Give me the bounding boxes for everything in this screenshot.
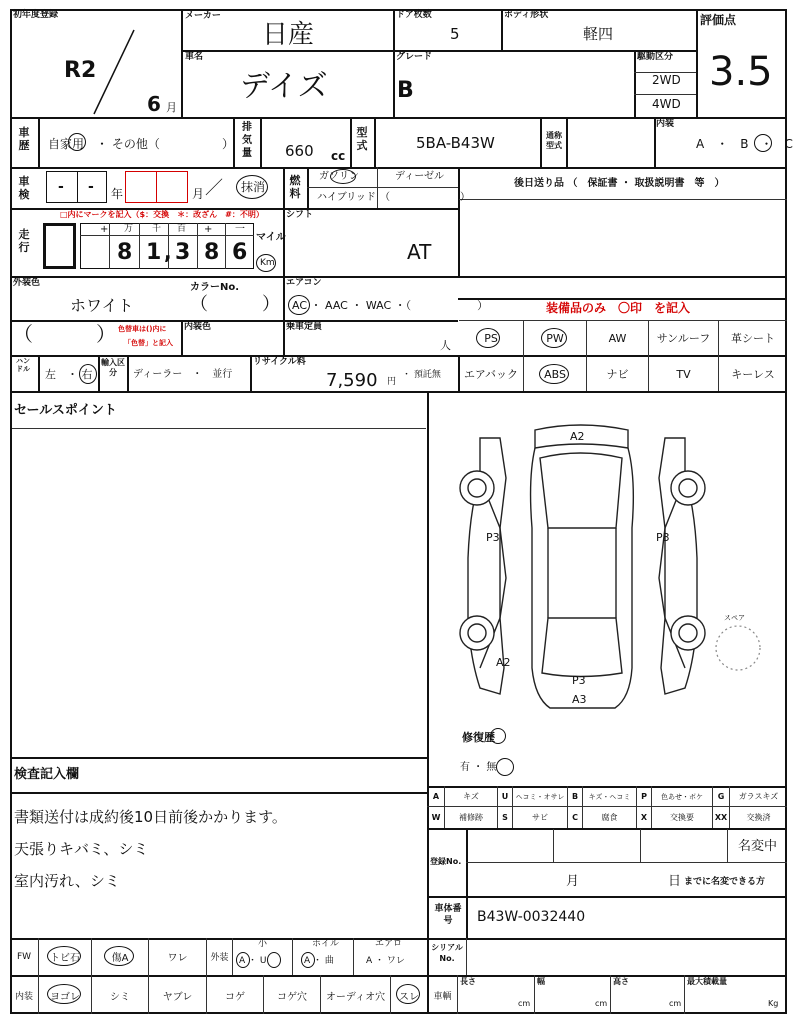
interior-grade-label: 内装 xyxy=(656,119,675,129)
size-width-label: 幅 xyxy=(537,977,545,986)
legend-code-a: A xyxy=(432,792,440,801)
equip-airbag: エアバック xyxy=(463,368,519,381)
legend-code-u: U xyxy=(501,792,509,801)
int-dirt-circle xyxy=(47,984,81,1004)
registration-label: 登録No. xyxy=(430,857,462,866)
vin-label: 車体番号 xyxy=(434,904,462,926)
int-tear: ヤブレ xyxy=(162,991,193,1003)
note-line-1: 書類送付は成約後10日前後かかります。 xyxy=(14,808,287,826)
fw-scratch-circle xyxy=(104,946,134,966)
body-value: 軽四 xyxy=(583,25,614,43)
fuel-diesel: ディーゼル xyxy=(395,171,444,182)
interior-parts-label: 内装 xyxy=(14,991,33,1002)
legend-desc-g: ガラスキズ xyxy=(738,792,779,801)
size-height-unit: cm xyxy=(669,999,682,1008)
usage-options: 自家用 ・ その他（ xyxy=(48,137,160,151)
ext-aero-label: エアロ xyxy=(375,939,403,949)
inspection-month: 月 xyxy=(192,187,205,201)
int-wear: スレ xyxy=(399,991,419,1003)
equip-ps: PS xyxy=(484,331,498,345)
displacement-label: 排気量 xyxy=(242,122,252,159)
legend-desc-a: キズ xyxy=(463,792,479,801)
equip-navi: ナビ xyxy=(606,368,629,381)
car-name-value: デイズ xyxy=(240,69,328,104)
legend-code-g: G xyxy=(717,792,725,801)
ac-label: エアコン xyxy=(286,278,322,288)
name-change-label: 名変中 xyxy=(738,839,778,854)
mileage-mile: マイル xyxy=(256,232,286,243)
doors-label: ドア枚数 xyxy=(396,10,432,20)
int-burn: コゲ xyxy=(225,991,245,1003)
ac-options: AC ・ AAC ・ WAC ・（ ） xyxy=(292,299,489,312)
interior-grade-options: A ・ B ・ C xyxy=(696,137,793,151)
int-burn-hole: コゲ穴 xyxy=(277,991,307,1003)
import-label: 輸入区分 xyxy=(101,358,125,377)
fuel-hybrid: ハイブリッド xyxy=(317,192,376,203)
max-load-unit: Kg xyxy=(768,999,779,1008)
size-width-unit: cm xyxy=(595,999,608,1008)
damage-mark-rear-panel: P3 xyxy=(572,674,586,687)
shift-label: シフト xyxy=(286,210,314,220)
legend-desc-u: ヘコミ・オサレ xyxy=(515,792,565,801)
mileage-unit-3: 千 xyxy=(152,224,162,234)
max-load-label: 最大積載量 xyxy=(687,977,727,986)
equip-leather: 革シート xyxy=(731,332,775,345)
displacement-value: 660 xyxy=(285,142,314,160)
size-length-label: 長さ xyxy=(460,977,476,986)
repair-history-value: 有 ・ 無 xyxy=(460,762,497,773)
registration-day: 日 xyxy=(668,874,682,889)
score-value: 3.5 xyxy=(709,49,773,95)
inspection-year: 年 xyxy=(111,187,124,201)
equip-keyless: キーレス xyxy=(731,368,775,381)
grade-value: B xyxy=(397,78,414,103)
inspection-slash: ／ xyxy=(205,178,223,199)
note-line-2: 天張りキバミ、シミ xyxy=(14,840,149,858)
grade-label: グレード xyxy=(396,52,433,62)
serial-label: シリアルNo. xyxy=(431,943,463,963)
ext-aero-value: A ・ ワレ xyxy=(366,956,405,966)
equip-sunroof: サンルーフ xyxy=(656,332,711,345)
first-reg-month: 6 xyxy=(147,92,161,116)
fw-crack: ワレ xyxy=(167,953,188,964)
handle-label: ハンドル xyxy=(16,357,30,373)
first-reg-era: R2 xyxy=(64,58,97,83)
ext-small-label: 小 xyxy=(258,939,268,949)
capacity-unit: 人 xyxy=(440,339,451,352)
first-reg-month-unit: 月 xyxy=(166,101,177,114)
damage-mark-right-door: P3 xyxy=(656,531,670,544)
equip-abs: ABS xyxy=(544,367,566,381)
fw-scratch: 傷A xyxy=(111,953,129,964)
vehicle-damage-diagram xyxy=(440,418,780,718)
usage-private-circle xyxy=(68,133,86,151)
recycle-yen: 円 xyxy=(387,377,397,387)
car-name-label: 車名 xyxy=(185,52,204,62)
model-label: 型式 xyxy=(356,126,368,152)
repair-none-circle xyxy=(496,758,514,776)
mileage-unit-4: 百 xyxy=(177,224,187,234)
equip-ps-circle xyxy=(476,328,500,348)
maker-value: 日産 xyxy=(262,20,315,50)
fuel-gasoline: ガソリン xyxy=(319,171,359,182)
legend-code-c: C xyxy=(572,813,578,822)
legend-code-xx: XX xyxy=(714,813,728,822)
mileage-digit-4: 8 xyxy=(204,240,220,265)
exterior-parts-label: 外装 xyxy=(210,953,229,963)
ext-small-a-circle xyxy=(236,952,250,968)
doors-value: 5 xyxy=(450,25,460,43)
recycle-label: リサイクル料 xyxy=(253,357,306,367)
fw-label: FW xyxy=(16,951,32,962)
damage-mark-front: A2 xyxy=(570,430,585,443)
equip-aw: AW xyxy=(608,331,627,345)
exterior-color-label: 外装色 xyxy=(13,278,41,288)
spare-label: スペア xyxy=(724,614,745,622)
mileage-note: □内にマークを記入（$：交換 ＊：改ざん #：不明） xyxy=(60,210,264,219)
legend-desc-x: 交換要 xyxy=(670,813,694,822)
equipment-header: 装備品のみ 〇印 を記入 xyxy=(546,301,691,315)
first-reg-label: 初年度登録 xyxy=(13,10,59,20)
equip-pw: PW xyxy=(546,331,564,345)
legend-desc-c: 腐食 xyxy=(601,813,618,822)
recycle-value: 7,590 xyxy=(326,370,378,391)
color-change-note-2: 「色替」と記入 xyxy=(124,339,173,347)
damage-mark-left-rear: A2 xyxy=(496,656,511,669)
mileage-digit-2: 1 xyxy=(146,240,162,265)
int-stain: シミ xyxy=(110,991,130,1003)
drive-4wd: 4WD xyxy=(652,97,681,111)
mileage-unit-1: + xyxy=(100,224,109,235)
ext-wheel-value: A ・ 曲 xyxy=(304,956,334,966)
fw-chip-circle xyxy=(47,946,81,966)
color-change-paren-open: （ xyxy=(13,322,33,346)
mileage-digit-5: 6 xyxy=(232,240,248,265)
equip-tv: TV xyxy=(676,367,691,381)
equip-pw-circle xyxy=(541,328,567,348)
int-audio-hole: オーディオ穴 xyxy=(325,991,386,1003)
exterior-color-value: ホワイト xyxy=(70,296,134,315)
drive-label: 駆動区分 xyxy=(637,52,674,62)
size-height-label: 高さ xyxy=(613,977,629,986)
after-items-label: 後日送り品 （ 保証書 ・ 取扱説明書 等 ） xyxy=(514,178,725,189)
sales-point-title: セールスポイント xyxy=(14,403,117,418)
inspection-expired: 抹消 xyxy=(241,180,266,194)
recycle-deposit: ・ 預託無 xyxy=(402,370,441,380)
score-label: 評価点 xyxy=(700,13,737,27)
mileage-label: 走行 xyxy=(18,228,30,254)
displacement-cc: cc xyxy=(331,149,346,163)
note-line-3: 室内汚れ、シミ xyxy=(14,872,120,890)
color-change-paren-close: ） xyxy=(96,322,116,346)
common-model-label: 通称型式 xyxy=(546,131,562,150)
mileage-unit-5: + xyxy=(204,224,213,235)
ext-small-u-circle xyxy=(267,952,281,968)
legend-code-x: X xyxy=(640,813,648,822)
legend-code-p: P xyxy=(641,792,647,801)
handle-right-circle xyxy=(79,364,97,384)
int-dirt: ヨゴレ xyxy=(50,991,80,1003)
ext-wheel-a-circle xyxy=(301,952,315,968)
inspection-expired-circle xyxy=(236,175,268,199)
usage-close-paren: ） xyxy=(222,137,235,151)
mileage-km: Km xyxy=(260,258,275,268)
import-value: ディーラー ・ 並行 xyxy=(133,369,233,380)
legend-desc-w: 補修跡 xyxy=(459,813,483,822)
damage-mark-left-door: P3 xyxy=(486,531,500,544)
body-label: ボディ形状 xyxy=(504,10,549,20)
mileage-comma: , xyxy=(164,240,172,264)
mileage-digit-3: 3 xyxy=(175,240,191,265)
interior-color-label: 内装色 xyxy=(184,322,212,332)
inspection-box-4 xyxy=(156,171,188,203)
inspection-dash-2: - xyxy=(88,179,94,195)
shift-value: AT xyxy=(407,240,432,264)
model-value: 5BA-B43W xyxy=(416,134,495,152)
ext-small-value: A ・ U xyxy=(239,956,267,966)
registration-month: 月 xyxy=(566,874,580,889)
repair-history-label: 修復歴 xyxy=(462,731,495,744)
damage-mark-rear-bumper: A3 xyxy=(572,693,587,706)
fuel-label: 燃料 xyxy=(289,174,301,200)
inspection-box-3 xyxy=(125,171,157,203)
inspection-notes-title: 検査記入欄 xyxy=(14,767,80,782)
legend-code-b: B xyxy=(571,792,579,801)
registration-deadline: までに名変できる方 xyxy=(684,877,766,887)
legend-code-w: W xyxy=(431,813,441,822)
legend-desc-b: キズ・ヘコミ xyxy=(588,792,631,801)
handle-value: 左 ・ 右 xyxy=(45,368,93,381)
equip-abs-circle xyxy=(539,364,569,384)
fuel-gasoline-circle xyxy=(330,169,356,184)
mileage-unit-2: 万 xyxy=(124,224,134,234)
inspection-dash-1: - xyxy=(58,179,64,195)
size-length-unit: cm xyxy=(518,999,531,1008)
mileage-mark-box xyxy=(43,223,76,269)
drive-2wd: 2WD xyxy=(652,73,681,87)
int-wear-circle xyxy=(396,984,420,1004)
capacity-label: 乗車定員 xyxy=(286,322,323,332)
mileage-unit-6: 一 xyxy=(235,224,245,235)
color-change-note-1: 色替車は()内に xyxy=(118,325,167,333)
legend-desc-xx: 交換済 xyxy=(746,813,771,822)
ext-wheel-label: ホイル xyxy=(312,939,340,949)
legend-code-s: S xyxy=(502,813,508,822)
repair-history-mark xyxy=(490,728,506,744)
history-label: 車歴 xyxy=(18,126,30,152)
color-no-label: カラーNo. xyxy=(190,282,240,293)
fuel-other: （ ） xyxy=(380,192,470,203)
legend-desc-s: サビ xyxy=(532,813,548,822)
maker-label: メーカー xyxy=(185,11,221,21)
legend-desc-p: 色あせ・ボケ xyxy=(661,792,703,801)
interior-grade-circle xyxy=(754,134,772,152)
mileage-km-circle xyxy=(256,254,276,272)
size-label: 車輌 xyxy=(433,991,452,1002)
vin-value: B43W-0032440 xyxy=(477,909,586,925)
color-no-paren: （ ） xyxy=(190,294,280,315)
fw-chip: トビ石 xyxy=(50,953,80,964)
ac-circle xyxy=(288,295,310,315)
mileage-digit-1: 8 xyxy=(117,240,133,265)
first-reg-slash xyxy=(90,28,140,116)
inspection-label: 車検 xyxy=(18,175,30,201)
